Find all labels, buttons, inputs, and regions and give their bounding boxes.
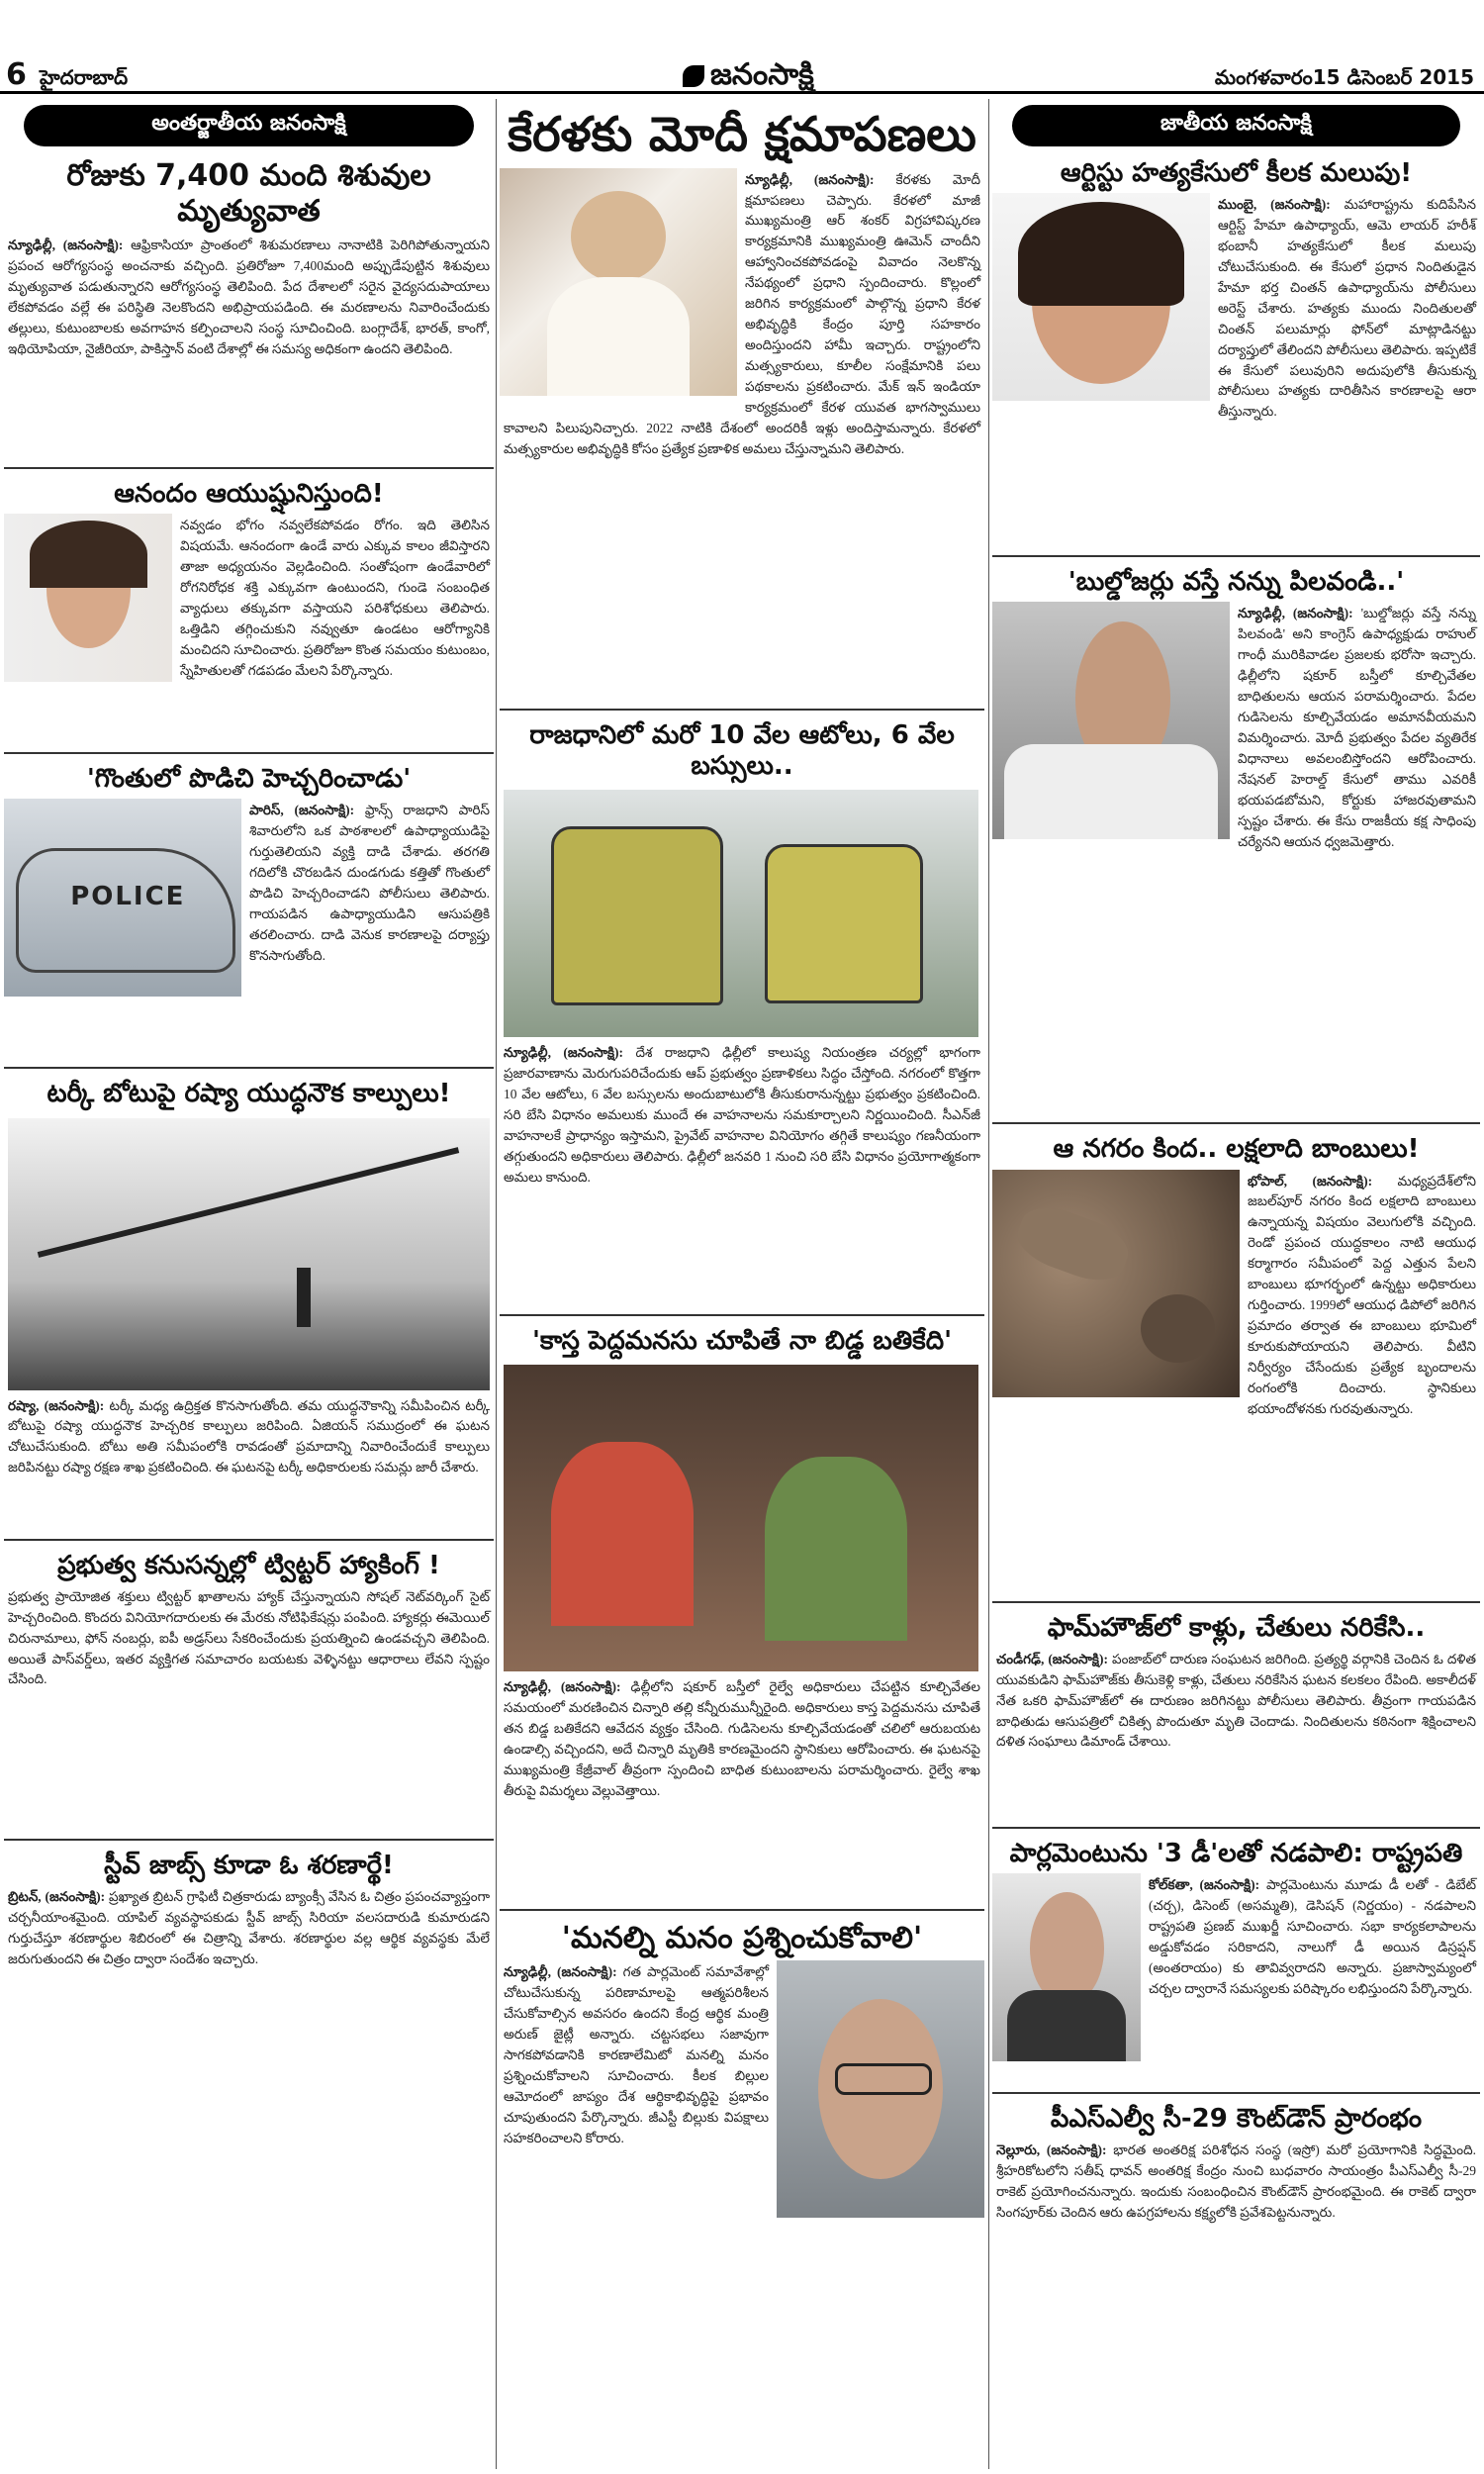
article-dateline: కోల్‌కతా, (జనంసాక్షి): bbox=[1149, 1876, 1260, 1892]
grieving-women-photo bbox=[504, 1365, 978, 1671]
divider bbox=[4, 1067, 494, 1069]
article-text: ఢిల్లీలోని షకూర్ బస్తీలో రైల్వే అధికారులు చేపట్టిన కూల్చివేతల సమయంలో మరణించిన చిన్నారి తల్లి కన్నీరుమున్నీరైంది. అధికారులు కాస్త పెద్దమనసు చూపితే తన బిడ్డ బతికేదని ఆవేదన వ్యక్తం చేసింది. గుడిసెలను కూల్చివేయడంతో చలిలో ఆరుబయట ఉండాల్సి వచ్చిందని, అదే చిన్నారి మృతికి కారణమైందని స్థానికులు ఆరోపించారు. ఈ ఘటనపై ముఖ్యమంత్రి కేజ్రీవాల్ తీవ్రంగా స్పందించి బాధిత కుటుంబాలను పరామర్శించారు. రైల్వే శాఖ తీరుపై విమర్శలు వెల్లువెత్తాయి. bbox=[504, 1679, 980, 1798]
column-main bbox=[500, 99, 984, 2257]
article-headline: పార్లమెంటును '3 డీ'లతో నడపాలి: రాష్ట్రపతి bbox=[1009, 1838, 1463, 1868]
article-dateline: పారిస్, (జనంసాక్షి): bbox=[249, 803, 355, 818]
article-headline: 'మనల్ని మనం ప్రశ్నించుకోవాలి' bbox=[561, 1921, 923, 1956]
article-dateline: న్యూఢిల్లీ, (జనంసాక్షి): bbox=[504, 1964, 617, 1980]
column-national bbox=[992, 99, 1480, 2247]
article-artist-murder bbox=[992, 154, 1480, 549]
article-rahul-bulldozers bbox=[992, 563, 1480, 1116]
autorickshaws-photo bbox=[504, 790, 978, 1037]
article-headline: రోజుకు 7,400 మంది శిశువుల మృత్యువాత bbox=[66, 158, 431, 229]
section-tab-national: జాతీయ జనంసాక్షి bbox=[1012, 105, 1460, 146]
article-headline: 'గొంతులో పొడిచి హెచ్చరించాడు' bbox=[86, 764, 412, 795]
article-body bbox=[500, 1041, 984, 1308]
column-divider bbox=[988, 99, 989, 2469]
article-headline: పీఎస్ఎల్వీ సీ-29 కౌంట్‌డౌన్ ప్రారంభం bbox=[1050, 2103, 1423, 2134]
divider bbox=[992, 2092, 1480, 2094]
article-headline: ఆ నగరం కింద.. లక్షలాది బాంబులు! bbox=[1053, 1134, 1420, 1165]
divider bbox=[500, 1314, 984, 1316]
divider bbox=[992, 1601, 1480, 1603]
article-headline: స్టీవ్ జాబ్స్ కూడా ఓ శరణార్థే! bbox=[104, 1850, 394, 1880]
article-happiness bbox=[4, 475, 494, 746]
brand-logo-icon bbox=[683, 65, 704, 87]
article-body bbox=[992, 2139, 1480, 2247]
article-dateline: న్యూఢిల్లీ, (జనంసాక్షి): bbox=[8, 238, 124, 252]
article-dateline: చండీగఢ్, (జనంసాక్షి): bbox=[996, 1651, 1108, 1666]
article-text: ఫ్రాన్స్ రాజధాని పారిస్ శివారులోని ఒక పాఠశాలలో ఉపాధ్యాయుడిపై గుర్తుతెలియని వ్యక్తి దాడి చేశాడు. తరగతి గదిలోకి చొరబడిన దుండగుడు కత్తితో గొంతులో పొడిచి హెచ్చరించాడని పోలీసులు తెలిపారు. గాయపడిన ఉపాధ్యాయుడిని ఆసుపత్రికి తరలించారు. దాడి వెనుక కారణాలపై దర్యాప్తు కొనసాగుతోంది. bbox=[249, 803, 491, 963]
article-text: టర్కీ మధ్య ఉద్రిక్తత కొనసాగుతోంది. తమ యుద్ధనౌకాన్ని సమీపించిన టర్కీ బోటుపై రష్యా యుద్ధనౌక హెచ్చరిక కాల్పులు జరిపింది. ఏజియన్ సముద్రంలో ఈ ఘటన చోటుచేసుకుంది. బోటు అతి సమీపంలోకి రావడంతో ప్రమాదాన్ని నివారించేందుకే కాల్పులు జరిపినట్టు రష్యా రక్షణ శాఖ ప్రకటించింది. ఈ ఘటనపై టర్కీ అధికారులకు సమన్లు జారీ చేశారు. bbox=[8, 1397, 491, 1475]
divider bbox=[4, 1539, 494, 1541]
article-dateline: ముంబై, (జనంసాక్షి): bbox=[1218, 197, 1331, 213]
article-dateline: న్యూఢిల్లీ, (జనంసాక్షి): bbox=[504, 1044, 624, 1060]
article-headline: రాజధానిలో మరో 10 వేల ఆటోలు, 6 వేల బస్సులు.. bbox=[529, 719, 955, 781]
newspaper-brand bbox=[683, 57, 814, 99]
brand-name: జనంసాక్షి bbox=[710, 57, 814, 92]
warship-gun-photo bbox=[8, 1118, 490, 1390]
article-headline: టర్కీ బోటుపై రష్యా యుద్ధనౌక కాల్పులు! bbox=[46, 1079, 451, 1109]
pranab-photo bbox=[992, 1873, 1141, 2061]
article-shakur-basti bbox=[500, 1322, 984, 1903]
article-body bbox=[500, 1675, 984, 1903]
article-body: ప్రభుత్వ ప్రాయోజిత శక్తులు ట్విట్టర్ ఖాతాలను హ్యాక్ చేస్తున్నాయని సోషల్ నెట్‌వర్కింగ్ సైట్ హెచ్చరించింది. కొందరు వినియోగదారులకు ఈ మేరకు నోటిఫికేషన్లు పంపింది. హ్యాకర్లు ఈమెయిల్ చిరునామాలు, ఫోన్ నంబర్లు, ఐపీ అడ్రస్‌లు సేకరించేందుకు ప్రయత్నించి ఉండవచ్చని తెలిపింది. అయితే పాస్‌వర్డ్‌లు, ఇతర వ్యక్తిగత సమాచారం బయటకు వెళ్ళినట్టు ఆధారాలు లేవని స్పష్టం చేసింది. bbox=[8, 1588, 490, 1687]
article-text: ఆఫ్రికాసియా ప్రాంతంలో శిశుమరణాలు నానాటికి పెరిగిపోతున్నాయని ప్రపంచ ఆరోగ్యసంస్థ అంచనాకు వచ్చింది. ప్రతిరోజూ 7,400మంది అప్పుడేపుట్టిన శిశువులు మృత్యువాత పడుతున్నారని ఆరోగ్యసంస్థ తెలిపింది. పేద దేశాలలో సరైన వైద్యసదుపాయాలు లేకపోవడం వల్లే ఈ పరిస్థితి నెలకొందని అభిప్రాయపడింది. ఈ మరణాలను నివారించేందుకు తల్లులు, కుటుంబాలకు అవగాహన కల్పించాలని సంస్థ సూచించింది. బంగ్లాదేశ్, భారత్, కాంగో, ఇథియోపియా, నైజీరియా, పాకిస్తాన్ వంటి దేశాల్లో ఈ సమస్య అధికంగా ఉందని తెలిపింది. bbox=[8, 238, 490, 356]
section-tab-international: అంతర్జాతీయ జనంసాక్షి bbox=[24, 105, 474, 146]
divider bbox=[4, 752, 494, 754]
article-headline: 'బుల్డోజర్లు వస్తే నన్ను పిలవండి..' bbox=[1067, 567, 1405, 598]
divider bbox=[4, 467, 494, 469]
article-dateline: రష్యా, (జనంసాక్షి): bbox=[8, 1397, 105, 1413]
article-text: కేరళకు మోదీ క్షమాపణలు చెప్పారు. కేరళలో మాజీ ముఖ్యమంత్రి ఆర్ శంకర్ విగ్రహావిష్కరణ కార్యక్రమానికి ముఖ్యమంత్రి ఊమెన్ చాందీని ఆహ్వానించకపోవడంపై వివాదం నెలకొన్న నేపథ్యంలో ప్రధాని స్పందించారు. కొల్లంలో జరిగిన కార్యక్రమంలో పాల్గొన్న ప్రధాని కేరళ అభివృద్ధికి కేంద్రం పూర్తి సహకారం అందిస్తుందని హామీ ఇచ్చారు. రాష్ట్రంలోని మత్స్యకారులు, కూలీల సంక్షేమానికి పలు పథకాలను ప్రకటించారు. మేక్ ఇన్ ఇండియా కార్యక్రమంలో కేరళ యువత భాగస్వాములు కావాలని పిలుపునిచ్చారు. 2022 నాటికి దేశంలో అందరికీ ఇళ్లు అందిస్తామన్నారు. కేరళలో మత్స్యకారుల అభివృద్ధికి కోసం ప్రత్యేక ప్రణాళిక అమలు చేస్తున్నామని తెలిపారు. bbox=[504, 171, 980, 456]
article-text: దేశ రాజధాని ఢిల్లీలో కాలుష్య నియంత్రణ చర్యల్లో భాగంగా ప్రజారవాణాను మెరుగుపరిచేందుకు ఆప్ ప్రభుత్వం ప్రణాళికలు సిద్ధం చేస్తోంది. నగరంలో కొత్తగా 10 వేల ఆటోలు, 6 వేల బస్సులను అందుబాటులోకి తీసుకురానున్నట్టు ప్రభుత్వం ప్రకటించింది. సరి బేసి విధానం అమలుకు ముందే ఈ వాహనాలను సమకూర్చాలని నిర్ణయించింది. సీఎన్‌జీ వాహనాలకే ప్రాధాన్యం ఇస్తామని, ప్రైవేట్ వాహనాల వినియోగం తగ్గితే కాలుష్యం గణనీయంగా తగ్గుతుందని అధికారులు తెలిపారు. ఢిల్లీలో జనవరి 1 నుంచి సరి బేసి విధానం ప్రయోగాత్మకంగా అమలు కానుంది. bbox=[504, 1044, 980, 1185]
article-dateline: భోపాల్, (జనంసాక్షి): bbox=[1248, 1173, 1373, 1189]
article-dateline: బ్రిటన్, (జనంసాక్షి): bbox=[8, 1888, 106, 1904]
article-headline: ప్రభుత్వ కనుసన్నల్లో ట్విట్టర్ హ్యాకింగ్ ! bbox=[57, 1550, 440, 1580]
article-text: భారత అంతరిక్ష పరిశోధన సంస్థ (ఇస్రో) మరో ప్రయోగానికి సిద్ధమైంది. శ్రీహరికోటలోని సతీష్ ధావన్ అంతరిక్ష కేంద్రం నుంచి బుధవారం సాయంత్రం పీఎస్ఎల్వీ సీ-29 రాకెట్ ప్రయోగించనున్నారు. ఇందుకు సంబంధించిన కౌంట్‌డౌన్ ప్రారంభమైంది. ఈ రాకెట్ ద్వారా సింగపూర్‌కు చెందిన ఆరు ఉపగ్రహాలను కక్ష్యలోకి ప్రవేశపెట్టనున్నారు. bbox=[996, 2142, 1477, 2220]
rahul-gandhi-photo bbox=[992, 602, 1230, 839]
article-dateline: నెల్లూరు, (జనంసాక్షి): bbox=[996, 2142, 1107, 2158]
column-divider bbox=[496, 99, 497, 2469]
article-body bbox=[4, 234, 494, 461]
article-city-bombs bbox=[992, 1130, 1480, 1594]
article-headline: 'కాస్త పెద్దమనసు చూపితే నా బిడ్డ బతికేది' bbox=[531, 1325, 953, 1356]
article-headline: ఆర్టిస్టు హత్యకేసులో కీలక మలుపు! bbox=[1060, 158, 1413, 188]
divider bbox=[4, 1839, 494, 1841]
article-farmhouse bbox=[992, 1609, 1480, 1821]
page-city: హైదరాబాద్ bbox=[40, 65, 129, 89]
article-text: గత పార్లమెంట్ సమావేశాల్లో చోటుచేసుకున్న పరిణామాలపై ఆత్మపరిశీలన చేసుకోవాల్సిన అవసరం ఉందని కేంద్ర ఆర్థిక మంత్రి అరుణ్ జైట్లీ అన్నారు. చట్టసభలు సజావుగా సాగకపోవడానికి కారణాలేమిటో మనల్ని మనం ప్రశ్నించుకోవాలని సూచించారు. కీలక బిల్లుల ఆమోదంలో జాప్యం దేశ ఆర్థికాభివృద్ధిపై ప్రభావం చూపుతుందని పేర్కొన్నారు. జీఎస్టీ బిల్లుకు విపక్షాలు సహకరించాలని కోరారు. bbox=[504, 1964, 769, 2145]
page-number: 6 bbox=[6, 57, 27, 92]
article-delhi-autos bbox=[500, 716, 984, 1308]
article-text: మధ్యప్రదేశ్‌లోని జబల్‌పూర్ నగరం కింద లక్షలాది బాంబులు ఉన్నాయన్న విషయం వెలుగులోకి వచ్చింది. రెండో ప్రపంచ యుద్ధకాలం నాటి ఆయుధ కర్మాగారం సమీపంలో పెద్ద ఎత్తున పేలని బాంబులు భూగర్భంలో ఉన్నట్టు అధికారులు గుర్తించారు. 1999లో ఆయుధ డిపోలో జరిగిన ప్రమాదం తర్వాత ఈ బాంబులు భూమిలో కూరుకుపోయాయని తెలిపారు. వీటిని నిర్వీర్యం చేసేందుకు ప్రత్యేక బృందాలను రంగంలోకి దించారు. స్థానికులు భయాందోళనకు గురవుతున్నారు. bbox=[1248, 1173, 1477, 1416]
jaitley-photo bbox=[777, 1960, 984, 2218]
article-headline: ఆనందం ఆయుష్షునిస్తుంది! bbox=[114, 479, 384, 509]
article-president-parliament bbox=[992, 1835, 1480, 2086]
modi-photo bbox=[500, 168, 737, 396]
article-dateline: న్యూఢిల్లీ, (జనంసాక్షి): bbox=[1238, 606, 1353, 621]
article-text: పంజాబ్‌లో దారుణ సంఘటన జరిగింది. ప్రత్యర్థి వర్గానికి చెందిన ఓ దళిత యువకుడిని ఫామ్‌హౌజ్‌కు తీసుకెళ్లి కాళ్లు, చేతులు నరికేసిన ఘటన కలకలం రేపింది. అకాలీదళ్ నేత ఒకరి ఫామ్‌హౌజ్‌లో ఈ దారుణం జరిగినట్టు పోలీసులు తెలిపారు. తీవ్రంగా గాయపడిన బాధితుడు ఆసుపత్రిలో చికిత్స పొందుతూ మృతి చెందాడు. నిందితులను కఠినంగా శిక్షించాలని దళిత సంఘాలు డిమాండ్ చేశాయి. bbox=[996, 1651, 1477, 1750]
article-russia-turkey bbox=[4, 1075, 494, 1532]
lead-headline: కేరళకు మోదీ క్షమాపణలు bbox=[508, 107, 976, 162]
article-headline: ఫామ్‌హౌజ్‌లో కాళ్లు, చేతులు నరికేసి.. bbox=[1047, 1612, 1426, 1643]
article-dateline: న్యూఢిల్లీ, (జనంసాక్షి): bbox=[504, 1679, 621, 1695]
article-infant-deaths bbox=[4, 154, 494, 461]
article-body: నవ్వడం భోగం నవ్వలేకపోవడం రోగం. ఇది తెలిసిన విషయమే. ఆనందంగా ఉండే వారు ఎక్కువ కాలం జీవిస్తారని తాజా అధ్యయనం వెల్లడించింది. సంతోషంగా ఉండేవారిలో రోగనిరోధక శక్తి ఎక్కువగా ఉంటుందని, గుండె సంబంధిత వ్యాధులు తక్కువగా వస్తాయని పరిశోధకులు తెలిపారు. ఒత్తిడిని తగ్గించుకుని నవ్వుతూ ఉండటం ఆరోగ్యానికి మంచిదని సూచించారు. ప్రతిరోజూ కొంత సమయం కుటుంబం, స్నేహితులతో గడపడం మేలని పేర్కొన్నారు. bbox=[180, 518, 490, 678]
article-pslv bbox=[992, 2100, 1480, 2247]
article-modi-kerala bbox=[500, 99, 984, 703]
divider bbox=[500, 709, 984, 711]
divider bbox=[992, 555, 1480, 557]
bombs-photo bbox=[992, 1170, 1240, 1397]
article-text: పార్లమెంటును మూడు డీ లతో - డిబేట్ (చర్చ), డిసెంట్ (అసమ్మతి), డెసిషన్ (నిర్ణయం) - నడపాలని రాష్ట్రపతి ప్రణబ్ ముఖర్జీ సూచించారు. సభా కార్యకలాపాలను అడ్డుకోవడం సరికాదని, నాలుగో డీ అయిన డిస్రప్షన్ (అంతరాయం) కు తావివ్వరాదని అన్నారు. ప్రజాస్వామ్యంలో చర్చల ద్వారానే సమస్యలకు పరిష్కారం లభిస్తుందని పేర్కొన్నారు. bbox=[1149, 1876, 1477, 1996]
divider bbox=[992, 1122, 1480, 1124]
article-text: 'బుల్డోజర్లు వస్తే నన్ను పిలవండి' అని కాంగ్రెస్ ఉపాధ్యక్షుడు రాహుల్ గాంధీ మురికివాడల ప్రజలకు భరోసా ఇచ్చారు. ఢిల్లీలోని షకూర్ బస్తీలో కూల్చివేతల బాధితులను ఆయన పరామర్శించారు. పేదల గుడిసెలను కూల్చివేయడం అమానవీయమని విమర్శించారు. మోదీ ప్రభుత్వం పేదల వ్యతిరేక విధానాలు అవలంబిస్తోందని ఆరోపించారు. నేషనల్ హెరాల్డ్ కేసులో తాము ఎవరికీ భయపడబోమని, కోర్టుకు హాజరవుతామని స్పష్టం చేశారు. ఈ కేసు రాజకీయ కక్ష సాధింపు చర్యేనని ఆయన ధ్వజమెత్తారు. bbox=[1238, 606, 1476, 849]
article-steve-jobs bbox=[4, 1847, 494, 2024]
article-text: మహారాష్ట్రను కుదిపేసిన ఆర్టిస్ట్ హేమా ఉపాధ్యాయ్, ఆమె లాయర్ హరీశ్ భంబానీ హత్యకేసులో కీలక మలుపు చోటుచేసుకుంది. ఈ కేసులో ప్రధాన నిందితుడైన హేమా భర్త చింతన్ ఉపాధ్యాయ్‌ను పోలీసులు అరెస్ట్ చేశారు. హత్యకు ముందు నిందితులతో చింతన్ పలుమార్లు ఫోన్‌లో మాట్లాడినట్టు దర్యాప్తులో తేలిందని పోలీసులు తెలిపారు. ఇప్పటికే ఈ కేసులో పలువురిని అదుపులోకి తీసుకున్న పోలీసులు హత్యకు దారితీసిన కారణాలపై ఆరా తీస్తున్నారు. bbox=[1218, 197, 1476, 420]
police-car-photo bbox=[4, 799, 241, 997]
column-international bbox=[4, 99, 494, 2024]
article-twitter-hacking bbox=[4, 1547, 494, 1833]
smiling-woman-photo bbox=[4, 514, 172, 682]
issue-date: మంగళవారం15 డిసెంబర్ 2015 bbox=[1214, 65, 1474, 89]
article-paris-attack bbox=[4, 760, 494, 1061]
article-body bbox=[992, 1648, 1480, 1821]
artist-photo bbox=[992, 193, 1210, 401]
article-body bbox=[4, 1885, 494, 2024]
article-dateline: న్యూఢిల్లీ, (జనంసాక్షి): bbox=[745, 171, 875, 187]
article-text: ప్రఖ్యాత బ్రిటన్ గ్రాఫిటీ చిత్రకారుడు బ్యాంక్సీ వేసిన ఓ చిత్రం ప్రపంచవ్యాప్తంగా చర్చనీయాంశమైంది. యాపిల్ వ్యవస్థాపకుడు స్టీవ్ జాబ్స్ సిరియా వలసదారుడి కుమారుడని గుర్తుచేస్తూ శరణార్థుల శిబిరంలో ఈ చిత్రాన్ని వేశారు. శరణార్థుల వల్ల ఆర్థిక వ్యవస్థకు మేలే జరుగుతుందని ఈ చిత్రం ద్వారా సందేశం ఇచ్చారు. bbox=[8, 1888, 490, 1966]
divider bbox=[500, 1909, 984, 1911]
article-body bbox=[4, 1394, 494, 1533]
article-jaitley bbox=[500, 1917, 984, 2257]
divider bbox=[992, 1827, 1480, 1829]
masthead bbox=[0, 0, 1484, 94]
